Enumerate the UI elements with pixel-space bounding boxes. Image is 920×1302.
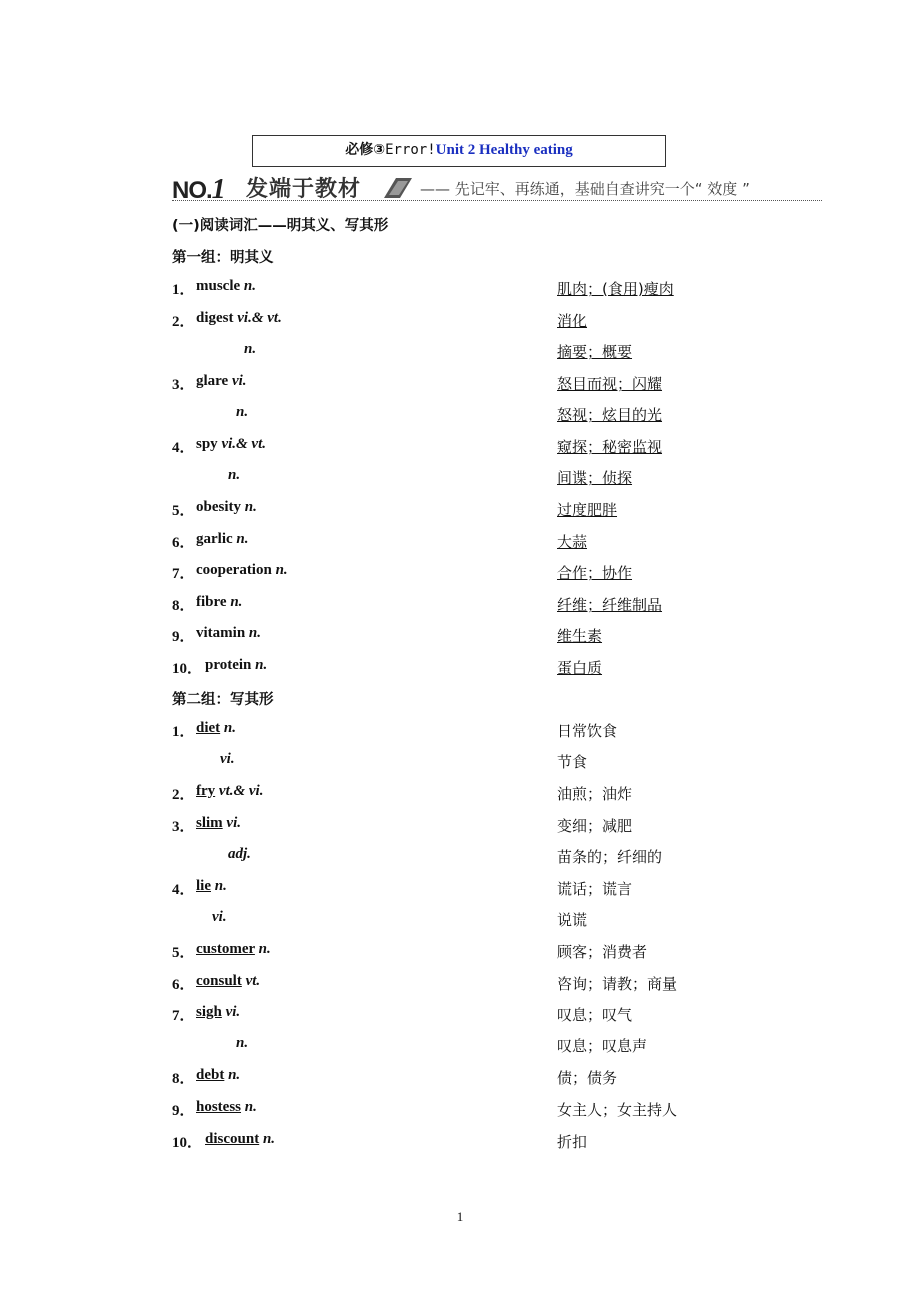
word-text: digest xyxy=(196,310,234,326)
word-text: obesity xyxy=(196,499,241,515)
word-meaning: 顾客；消费者 xyxy=(557,943,648,961)
word-text: garlic xyxy=(196,531,233,547)
vocab-row xyxy=(0,625,920,647)
word-text: customer xyxy=(196,941,255,957)
word-meaning: 蛋白质 xyxy=(557,659,603,677)
vocab-word xyxy=(236,1035,248,1052)
vocab-row xyxy=(0,751,920,773)
vocab-word xyxy=(196,815,241,832)
vocab-row xyxy=(0,846,920,868)
word-text: fibre xyxy=(196,594,227,610)
vocab-row xyxy=(0,467,920,489)
word-meaning: 日常饮食 xyxy=(557,722,618,740)
part-of-speech: n. xyxy=(244,341,257,357)
slash-decoration-icon xyxy=(384,178,412,198)
word-text: sigh xyxy=(196,1004,222,1020)
section-number: NO.1 xyxy=(172,174,225,205)
item-number: 3． xyxy=(172,377,195,393)
vocab-word xyxy=(205,1131,275,1148)
banner-divider xyxy=(172,200,822,201)
vocab-word xyxy=(196,1099,257,1116)
vocab-word xyxy=(196,1067,240,1084)
word-meaning: 苗条的；纤细的 xyxy=(557,848,663,866)
part-of-speech: n. xyxy=(228,467,241,483)
word-meaning: 折扣 xyxy=(557,1133,588,1151)
vocab-row xyxy=(0,1131,920,1153)
item-number: 9． xyxy=(172,1103,195,1119)
word-meaning: 女主人；女主持人 xyxy=(557,1101,678,1119)
vocab-row xyxy=(0,815,920,837)
vocab-row xyxy=(0,341,920,363)
vocab-word xyxy=(196,499,257,516)
vocab-word xyxy=(228,467,240,484)
vocab-word xyxy=(196,531,249,548)
part-of-speech: n. xyxy=(228,1067,241,1083)
vocab-word xyxy=(196,562,288,579)
part-of-speech: vi. xyxy=(231,373,247,389)
vocab-row xyxy=(0,878,920,900)
word-text: lie xyxy=(196,878,211,894)
word-meaning: 叹息；叹气 xyxy=(557,1006,633,1024)
vocab-row xyxy=(0,531,920,553)
part-of-speech: n. xyxy=(230,594,243,610)
vocab-word xyxy=(196,973,260,990)
item-number: 7． xyxy=(172,1008,195,1024)
item-number: 10． xyxy=(172,1135,203,1151)
section-subtitle: —— 先记牢、再练通，基础自查讲究一个“ 效度 ” xyxy=(420,180,750,198)
vocab-row xyxy=(0,973,920,995)
part-of-speech: n. xyxy=(244,499,257,515)
word-text: consult xyxy=(196,973,242,989)
item-number: 9． xyxy=(172,629,195,645)
unit-title: Unit 2 Healthy eating xyxy=(435,142,573,158)
item-number: 2． xyxy=(172,314,195,330)
vocab-row xyxy=(0,1067,920,1089)
word-meaning: 变细；减肥 xyxy=(557,817,633,835)
vocab-word xyxy=(196,278,256,295)
vocab-word xyxy=(220,751,235,768)
item-number: 1． xyxy=(172,282,195,298)
word-text: diet xyxy=(196,720,221,736)
part-of-speech: vi.& vt. xyxy=(237,310,282,326)
vocab-word xyxy=(196,373,247,390)
page-number: 1 xyxy=(456,1209,464,1224)
item-number: 8． xyxy=(172,598,195,614)
word-meaning: 纤维；纤维制品 xyxy=(557,596,663,614)
part-of-speech: vi. xyxy=(212,909,227,925)
word-meaning: 摘要；概要 xyxy=(557,343,633,361)
word-meaning: 债；债务 xyxy=(557,1069,618,1087)
word-text: spy xyxy=(196,436,218,452)
item-number: 2． xyxy=(172,787,195,803)
group-one-title: 第一组：明其义 xyxy=(172,250,274,266)
vocab-word xyxy=(196,625,261,642)
vocab-row xyxy=(0,941,920,963)
word-meaning: 怒目而视；闪耀 xyxy=(557,375,663,393)
word-meaning: 怒视；炫目的光 xyxy=(557,406,663,424)
part-of-speech: n. xyxy=(275,562,288,578)
word-text: discount xyxy=(205,1131,260,1147)
word-meaning: 过度肥胖 xyxy=(557,501,618,519)
part-of-speech: vt.& vi. xyxy=(218,783,264,799)
word-text: fry xyxy=(196,783,216,799)
vocab-row xyxy=(0,657,920,679)
word-text: protein xyxy=(205,657,252,673)
word-meaning: 油煎；油炸 xyxy=(557,785,633,803)
part-of-speech: vi.& vt. xyxy=(221,436,267,452)
vocab-row xyxy=(0,562,920,584)
textbook-label: 必修③ xyxy=(345,142,386,158)
item-number: 5． xyxy=(172,503,195,519)
vocab-word xyxy=(244,341,256,358)
item-number: 6． xyxy=(172,977,195,993)
vocab-row xyxy=(0,720,920,742)
vocab-row xyxy=(0,278,920,300)
vocab-row xyxy=(0,1004,920,1026)
vocab-word xyxy=(196,436,266,453)
vocab-word xyxy=(236,404,248,421)
vocab-word xyxy=(205,657,267,674)
word-text: glare xyxy=(196,373,229,389)
item-number: 5． xyxy=(172,945,195,961)
part-of-speech: n. xyxy=(262,1131,276,1147)
vocab-row xyxy=(0,373,920,395)
word-meaning: 间谍；侦探 xyxy=(557,469,633,487)
vocab-row xyxy=(0,499,920,521)
part-of-speech: n. xyxy=(214,878,227,894)
section-banner xyxy=(172,170,822,206)
word-text: debt xyxy=(196,1067,225,1083)
vocab-word xyxy=(196,594,242,611)
word-meaning: 谎话；谎言 xyxy=(557,880,633,898)
error-text: Error! xyxy=(385,142,436,158)
section-heading: 发端于教材 xyxy=(246,177,362,202)
part-of-speech: n. xyxy=(236,404,249,420)
item-number: 6． xyxy=(172,535,195,551)
word-meaning: 肌肉；(食用)瘦肉 xyxy=(557,280,674,298)
word-text: cooperation xyxy=(196,562,272,578)
word-meaning: 合作；协作 xyxy=(557,564,633,582)
part-of-speech: n. xyxy=(236,1035,249,1051)
vocab-section-title: (一)阅读词汇——明其义、写其形 xyxy=(172,218,389,234)
item-number: 10． xyxy=(172,661,203,677)
word-text: hostess xyxy=(196,1099,242,1115)
part-of-speech: n. xyxy=(223,720,237,736)
vocab-word xyxy=(196,783,263,800)
part-of-speech: vi. xyxy=(225,1004,241,1020)
word-meaning: 大蒜 xyxy=(557,533,588,551)
vocab-row xyxy=(0,1099,920,1121)
vocab-row xyxy=(0,1035,920,1057)
part-of-speech: vi. xyxy=(226,815,241,831)
vocab-word xyxy=(196,720,236,737)
word-meaning: 消化 xyxy=(557,312,588,330)
lesson-title-box xyxy=(252,135,666,167)
part-of-speech: n. xyxy=(255,657,268,673)
item-number: 1． xyxy=(172,724,195,740)
vocab-row xyxy=(0,909,920,931)
item-number: 3． xyxy=(172,819,195,835)
item-number: 7． xyxy=(172,566,195,582)
vocab-word xyxy=(196,310,282,327)
word-meaning: 节食 xyxy=(557,753,588,771)
vocab-word xyxy=(212,909,227,926)
word-text: vitamin xyxy=(196,625,246,641)
part-of-speech: n. xyxy=(244,1099,257,1115)
vocab-word xyxy=(196,941,271,958)
word-meaning: 窥探；秘密监视 xyxy=(557,438,663,456)
item-number: 8． xyxy=(172,1071,195,1087)
vocab-row xyxy=(0,404,920,426)
vocab-row xyxy=(0,783,920,805)
part-of-speech: n. xyxy=(243,278,257,294)
group-two-title: 第二组：写其形 xyxy=(172,692,274,708)
word-meaning: 维生素 xyxy=(557,627,603,645)
item-number: 4． xyxy=(172,440,195,456)
vocab-word xyxy=(196,1004,240,1021)
vocab-row xyxy=(0,594,920,616)
word-meaning: 咨询；请教；商量 xyxy=(557,975,678,993)
vocab-word xyxy=(228,846,251,863)
part-of-speech: adj. xyxy=(228,846,251,862)
part-of-speech: vi. xyxy=(220,751,235,767)
vocab-row xyxy=(0,436,920,458)
word-text: muscle xyxy=(196,278,241,294)
word-text: slim xyxy=(196,815,223,831)
vocab-word xyxy=(196,878,227,895)
word-meaning: 叹息；叹息声 xyxy=(557,1037,648,1055)
part-of-speech: n. xyxy=(248,625,262,641)
item-number: 4． xyxy=(172,882,195,898)
word-meaning: 说谎 xyxy=(557,911,588,929)
vocab-row xyxy=(0,310,920,332)
part-of-speech: n. xyxy=(258,941,271,957)
part-of-speech: vt. xyxy=(245,973,261,989)
part-of-speech: n. xyxy=(236,531,249,547)
